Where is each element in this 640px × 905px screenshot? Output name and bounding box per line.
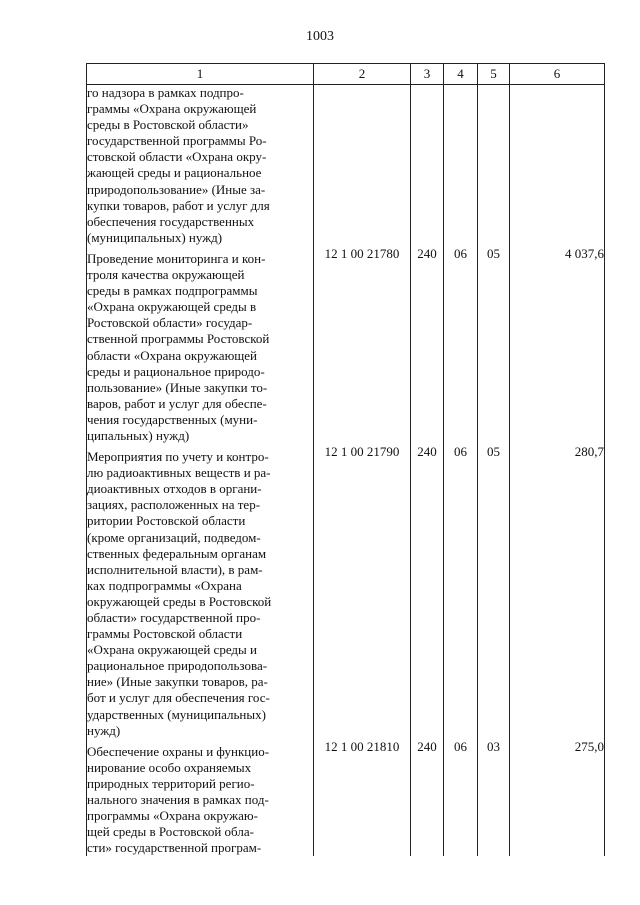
row-description: Обеспечение охраны и функцио- нирование особо охраняемых природных территорий регио- нального значения в рамках под- программы «Охрана окружаю- щей среды в Ростовской обла- сти» государственной програм- xyxy=(87,739,314,857)
header-col-6: 6 xyxy=(510,64,605,85)
table-row xyxy=(87,246,605,444)
row-amount xyxy=(510,85,605,246)
page-number: 1003 xyxy=(306,29,334,44)
row-section: 06 xyxy=(444,739,478,857)
row-expense-type: 240 xyxy=(411,444,444,739)
row-subsection xyxy=(478,85,510,246)
row-subsection: 05 xyxy=(478,444,510,739)
row-description: Мероприятия по учету и контро- лю радиоактивных веществ и ра- диоактивных отходов в органи- зациях, расположенных на тер- ритории Ростовской области (кроме организаций, подведом- ственных федеральным органам исполнительной власти), в рам- ках подпрограммы «Охрана окружающей среды в Ростовской области» государственной про- граммы Ростовской области «Охрана окружающей среды и рациональное природопользова- ние» (Иные закупки товаров, ра- бот и услуг для обеспечения гос- ударственных (муниципальных) нужд) xyxy=(87,444,314,739)
row-target-code: 12 1 00 21780 xyxy=(314,246,411,444)
row-section: 06 xyxy=(444,246,478,444)
table-row xyxy=(87,85,605,246)
budget-table xyxy=(86,63,605,856)
row-target-code xyxy=(314,85,411,246)
table-row xyxy=(87,739,605,857)
header-row xyxy=(87,64,605,85)
row-section: 06 xyxy=(444,444,478,739)
row-description: го надзора в рамках подпро- граммы «Охрана окружающей среды в Ростовской области» государственной программы Ро- стовской области «Охрана окру- жающей среды и рациональное природопользование» (Иные за- купки товаров, работ и услуг для обеспечения государственных (муниципальных) нужд) xyxy=(87,85,314,246)
row-target-code: 12 1 00 21790 xyxy=(314,444,411,739)
header-col-3: 3 xyxy=(411,64,444,85)
row-amount: 275,0 xyxy=(510,739,605,857)
header-col-4: 4 xyxy=(444,64,478,85)
row-expense-type: 240 xyxy=(411,739,444,857)
header-col-5: 5 xyxy=(478,64,510,85)
row-subsection: 05 xyxy=(478,246,510,444)
row-subsection: 03 xyxy=(478,739,510,857)
header-col-1: 1 xyxy=(87,64,314,85)
header-col-2: 2 xyxy=(314,64,411,85)
row-expense-type: 240 xyxy=(411,246,444,444)
row-section xyxy=(444,85,478,246)
row-target-code: 12 1 00 21810 xyxy=(314,739,411,857)
row-amount: 4 037,6 xyxy=(510,246,605,444)
table-row xyxy=(87,444,605,739)
row-expense-type xyxy=(411,85,444,246)
row-description: Проведение мониторинга и кон- троля качества окружающей среды в рамках подпрограммы «Охрана окружающей среды в Ростовской области» государ- ственной программы Ростовской области «Охрана окружающей среды и рациональное природо- пользование» (Иные закупки то- варов, работ и услуг для обеспе- чения государственных (муни- ципальных) нужд) xyxy=(87,246,314,444)
row-amount: 280,7 xyxy=(510,444,605,739)
